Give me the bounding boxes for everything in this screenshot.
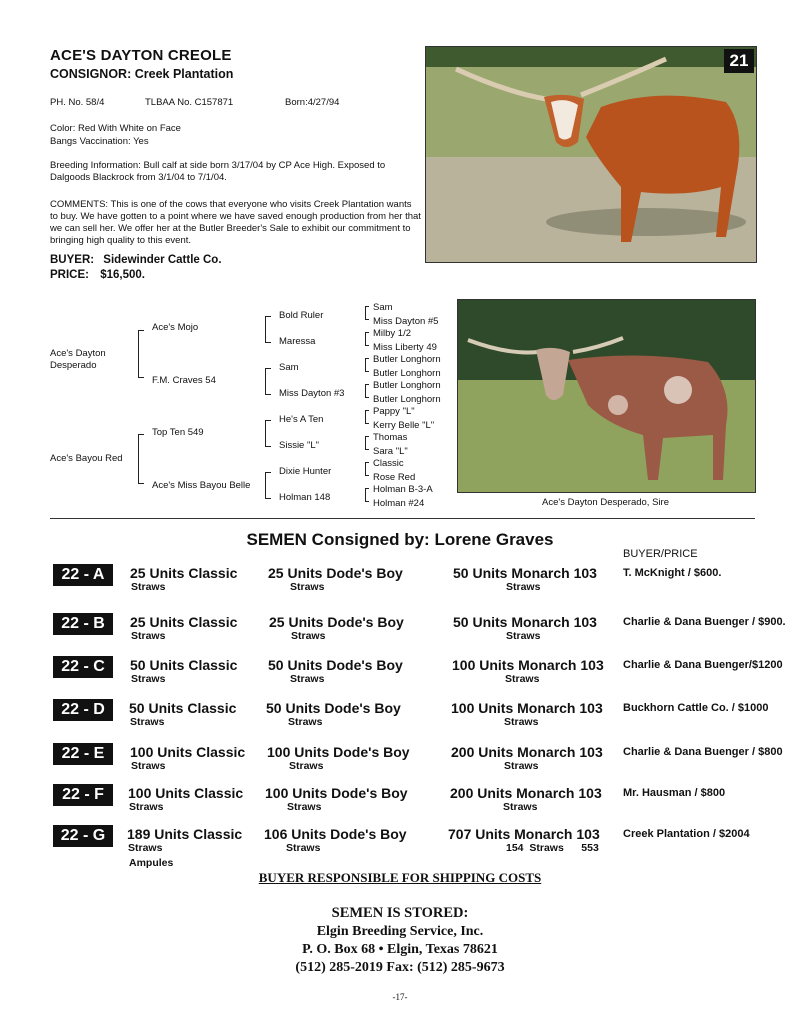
monarch-straws: Straws <box>506 630 541 642</box>
pedigree-gen4: Butler Longhorn <box>373 380 441 391</box>
classic-straws: Straws <box>131 581 166 593</box>
classic-straws: Straws <box>130 716 165 728</box>
dodes-boy-units: 100 Units Dode's Boy <box>267 744 410 760</box>
tlbaa-number: TLBAA No. C157871 <box>145 97 234 108</box>
bull-illustration <box>458 300 755 492</box>
pedigree-gen4: Thomas <box>373 432 408 443</box>
classic-units: 50 Units Classic <box>129 700 237 716</box>
semen-lot-row <box>0 743 800 787</box>
pedigree-gen4: Butler Longhorn <box>373 354 441 365</box>
pedigree-gen4: Kerry Belle "L" <box>373 420 435 431</box>
pedigree-sire-label: Ace's Dayton Desperado <box>50 348 106 371</box>
page-number: -17- <box>392 992 408 1002</box>
bracket <box>265 368 271 395</box>
monarch-units: 50 Units Monarch 103 <box>453 565 597 581</box>
dodes-boy-straws: Straws <box>290 673 325 685</box>
pedigree-sire <box>50 348 120 372</box>
monarch-straws: Straws <box>504 760 539 772</box>
classic-straws: Straws <box>128 842 163 854</box>
pedigree-gen3: Miss Dayton #3 <box>279 388 345 399</box>
pedigree-gen2: Ace's Mojo <box>152 322 199 333</box>
semen-heading: SEMEN Consigned by: Lorene Graves <box>246 530 554 549</box>
storage-phone: (512) 285-2019 Fax: (512) 285-9673 <box>295 960 505 975</box>
ph-number: PH. No. 58/4 <box>50 97 105 108</box>
pedigree-gen4: Butler Longhorn <box>373 394 441 405</box>
bracket <box>265 420 271 447</box>
lot-number-badge: 21 <box>724 49 754 73</box>
animal-title: ACE'S DAYTON CREOLE <box>50 47 232 64</box>
born-date: Born:4/27/94 <box>285 97 340 108</box>
semen-lot-row <box>0 564 800 608</box>
lot-buyer-price: Charlie & Dana Buenger / $900. <box>623 616 786 628</box>
pedigree-gen3: He's A Ten <box>279 414 324 425</box>
bracket <box>265 316 271 343</box>
dodes-boy-units: 25 Units Dode's Boy <box>269 614 404 630</box>
bracket <box>365 410 369 424</box>
lot-id-badge: 22 - G <box>53 825 113 847</box>
monarch-units: 200 Units Monarch 103 <box>450 785 602 801</box>
bracket <box>365 462 369 476</box>
pedigree-gen4: Holman #24 <box>373 498 425 509</box>
lot-buyer-price: Mr. Hausman / $800 <box>623 787 726 799</box>
comments: COMMENTS: This is one of the cows that everyone who visits Creek Plantation wants to buy. We have gotten to a point where we have saved enough production from her that we can sell her. We offer her at the Butler Breeder's Sale to exhibit our commitment to bringing high quality to this event. <box>50 199 421 246</box>
pedigree-gen3: Maressa <box>279 336 316 347</box>
semen-lot-row <box>0 613 800 657</box>
pedigree-gen4: Rose Red <box>373 472 416 483</box>
classic-straws: Straws <box>131 630 166 642</box>
lot-buyer-price: Charlie & Dana Buenger/$1200 <box>623 659 783 671</box>
pedigree-gen3: Sissie "L" <box>279 440 320 451</box>
monarch-units: 50 Units Monarch 103 <box>453 614 597 630</box>
classic-straws: Straws <box>131 673 166 685</box>
classic-straws: Straws <box>129 801 164 813</box>
price-label: PRICE: <box>50 269 89 281</box>
monarch-straws: Straws <box>506 581 541 593</box>
pedigree-gen4: Pappy "L" <box>373 406 415 417</box>
semen-lot-row <box>0 825 800 869</box>
buyer-line <box>50 254 222 266</box>
classic-units: 25 Units Classic <box>130 565 238 581</box>
classic-units: 25 Units Classic <box>130 614 238 630</box>
pedigree-gen4: Butler Longhorn <box>373 368 441 379</box>
shipping-notice: BUYER RESPONSIBLE FOR SHIPPING COSTS <box>258 870 542 885</box>
lot-buyer-price: Charlie & Dana Buenger / $800 <box>623 746 783 758</box>
dodes-boy-straws: Straws <box>290 581 325 593</box>
lot-buyer-price: Creek Plantation / $2004 <box>623 828 750 840</box>
pedigree-gen3: Bold Ruler <box>279 310 324 321</box>
pedigree-gen4: Miss Liberty 49 <box>373 342 437 353</box>
semen-lot-row <box>0 656 800 700</box>
dodes-boy-straws: Straws <box>289 760 324 772</box>
consignor: CONSIGNOR: Creek Plantation <box>50 67 234 81</box>
buyer-name: Sidewinder Cattle Co. <box>103 254 222 266</box>
dodes-boy-straws: Straws <box>287 801 322 813</box>
sire-photo <box>457 299 756 493</box>
lot-buyer-price: T. McKnight / $600. <box>623 567 722 579</box>
monarch-straws: Straws <box>505 673 540 685</box>
bracket <box>365 436 369 450</box>
classic-units: 100 Units Classic <box>128 785 244 801</box>
lot-id-badge: 22 - E <box>53 743 113 765</box>
dodes-boy-straws: Straws <box>286 842 321 854</box>
monarch-units: 100 Units Monarch 103 <box>451 700 603 716</box>
pedigree-gen2: Ace's Miss Bayou Belle <box>152 480 251 491</box>
pedigree-gen4: Holman B-3-A <box>373 484 433 495</box>
storage-heading: SEMEN IS STORED: <box>331 905 469 921</box>
section-divider <box>50 518 755 519</box>
cow-illustration <box>426 47 756 262</box>
classic-units: 189 Units Classic <box>127 826 243 842</box>
color-info: Color: Red With White on Face <box>50 123 181 134</box>
pedigree-gen3: Sam <box>279 362 299 373</box>
bracket <box>365 332 369 346</box>
cow-photo <box>425 46 757 263</box>
dodes-boy-straws: Straws <box>291 630 326 642</box>
monarch-straws: 154 Straws 553 <box>506 842 599 854</box>
bracket <box>138 330 144 378</box>
monarch-units: 707 Units Monarch 103 <box>448 826 600 842</box>
classic-ampules: Ampules <box>129 857 174 869</box>
pedigree-gen4: Milby 1/2 <box>373 328 412 339</box>
pedigree-gen3: Holman 148 <box>279 492 331 503</box>
classic-straws: Straws <box>131 760 166 772</box>
lot-id-badge: 22 - F <box>53 784 113 806</box>
pedigree-gen2: Top Ten 549 <box>152 427 204 438</box>
monarch-straws: Straws <box>503 801 538 813</box>
classic-units: 100 Units Classic <box>130 744 246 760</box>
monarch-straws: Straws <box>504 716 539 728</box>
dodes-boy-units: 100 Units Dode's Boy <box>265 785 408 801</box>
classic-units: 50 Units Classic <box>130 657 238 673</box>
buyer-price-label: BUYER/PRICE <box>623 548 698 560</box>
semen-lot-row <box>0 784 800 828</box>
lot-buyer-price: Buckhorn Cattle Co. / $1000 <box>623 702 769 714</box>
bracket <box>138 434 144 484</box>
semen-lot-row <box>0 699 800 743</box>
pedigree-gen3: Dixie Hunter <box>279 466 332 477</box>
dodes-boy-straws: Straws <box>288 716 323 728</box>
pedigree-gen4: Sam <box>373 302 393 313</box>
sire-photo-caption: Ace's Dayton Desperado, Sire <box>542 497 669 508</box>
pedigree-gen2: F.M. Craves 54 <box>152 375 216 386</box>
monarch-units: 200 Units Monarch 103 <box>451 744 603 760</box>
bangs-info: Bangs Vaccination: Yes <box>50 136 149 147</box>
dodes-boy-units: 25 Units Dode's Boy <box>268 565 403 581</box>
bracket <box>365 488 369 502</box>
pedigree-gen4: Miss Dayton #5 <box>373 316 439 327</box>
pedigree-gen4: Sara "L" <box>373 446 408 457</box>
bracket <box>365 384 369 398</box>
dodes-boy-units: 106 Units Dode's Boy <box>264 826 407 842</box>
bracket <box>365 306 369 320</box>
price-line <box>50 269 145 281</box>
price-value: $16,500. <box>100 269 145 281</box>
lot-id-badge: 22 - A <box>53 564 113 586</box>
storage-company: Elgin Breeding Service, Inc. <box>316 924 484 939</box>
lot-id-badge: 22 - D <box>53 699 113 721</box>
dodes-boy-units: 50 Units Dode's Boy <box>268 657 403 673</box>
pedigree-gen4: Classic <box>373 458 404 469</box>
pedigree-dam: Ace's Bayou Red <box>50 453 123 464</box>
dodes-boy-units: 50 Units Dode's Boy <box>266 700 401 716</box>
storage-address: P. O. Box 68 • Elgin, Texas 78621 <box>302 942 498 957</box>
breeding-info: Breeding Information: Bull calf at side born 3/17/04 by CP Ace High. Exposed to Dalgoods Blackrock from 3/1/04 to 7/1/04. <box>50 160 386 183</box>
bracket <box>365 358 369 372</box>
bracket <box>265 472 271 499</box>
monarch-units: 100 Units Monarch 103 <box>452 657 604 673</box>
lot-id-badge: 22 - B <box>53 613 113 635</box>
buyer-label: BUYER: <box>50 254 95 266</box>
lot-id-badge: 22 - C <box>53 656 113 678</box>
